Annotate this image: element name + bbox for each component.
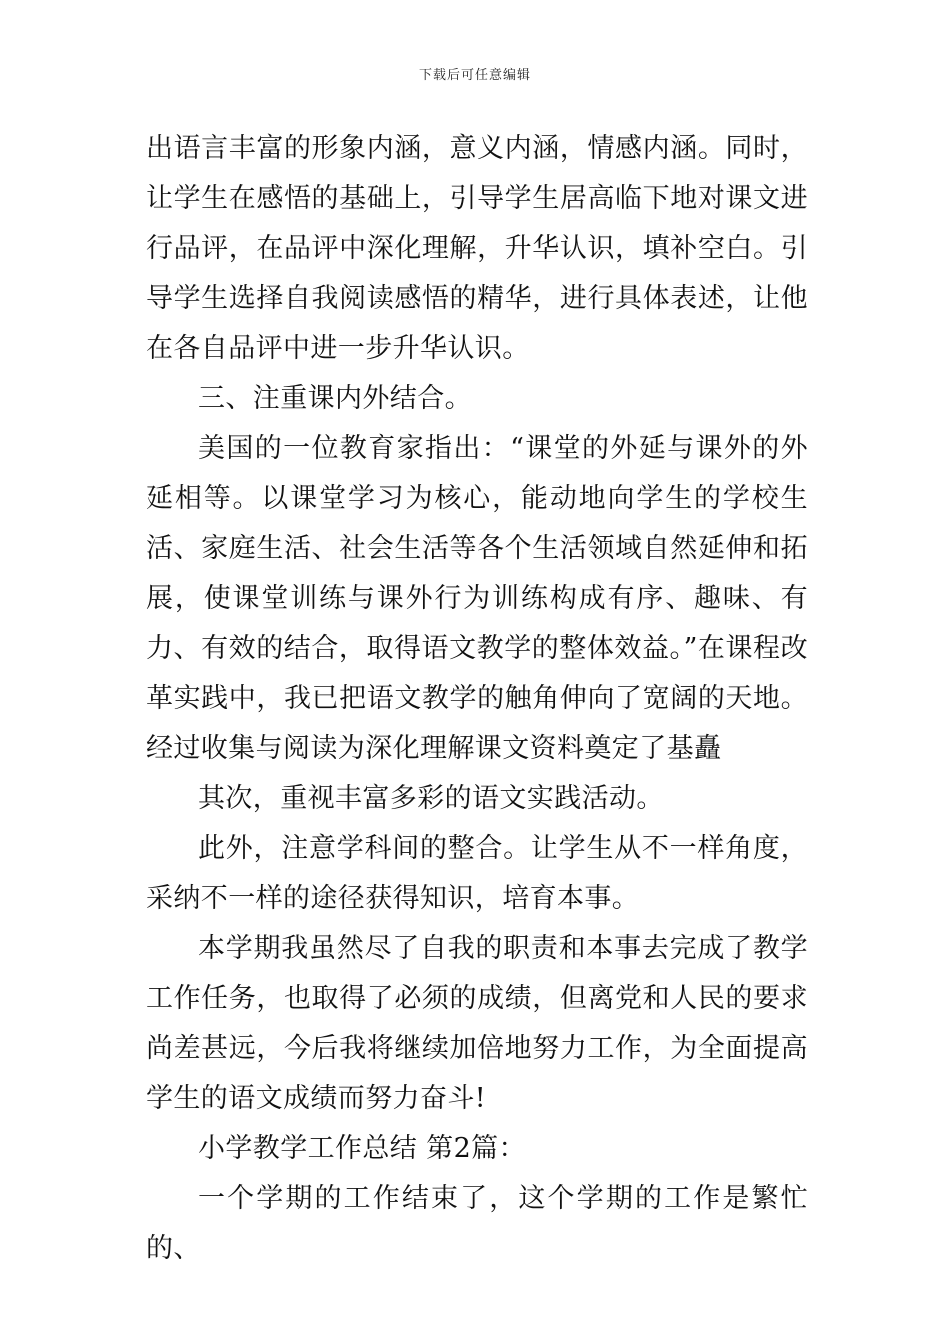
paragraph: 美国的一位教育家指出：“课堂的外延与课外的外延相等。以课堂学习为核心，能动地向学生的学校生活、家庭生活、社会生活等各个生活领域自然延伸和拓展，使课堂训练与课外行为训练构成有序、趣味、有力、有效的结合，取得语文教学的整体效益。”在课程改革实践中，我已把语文教学的触角伸向了宽阔的天地。经过收集与阅读为深化理解课文资料奠定了基矗 bbox=[146, 433, 808, 764]
document-body bbox=[146, 124, 808, 1274]
paragraph: 一个学期的工作结束了，这个学期的工作是繁忙的、 bbox=[146, 1183, 808, 1264]
section-heading: 三、注重课内外结合。 bbox=[198, 383, 472, 414]
paragraph: 本学期我虽然尽了自我的职责和本事去完成了教学工作任务，也取得了必须的成绩，但离党和人民的要求尚差甚远，今后我将继续加倍地努力工作，为全面提高学生的语文成绩而努力奋斗! bbox=[146, 933, 808, 1114]
page-header: 下载后可任意编辑 bbox=[418, 68, 531, 83]
paragraph: 其次，重视丰富多彩的语文实践活动。 bbox=[198, 783, 664, 814]
article-title: 小学教学工作总结 第2篇： bbox=[198, 1133, 526, 1164]
paragraph-continued: 出语言丰富的形象内涵，意义内涵，情感内涵。同时，让学生在感悟的基础上，引导学生居高临下地对课文进行品评，在品评中深化理解，升华认识，填补空白。引导学生选择自我阅读感悟的精华，进行具体表述，让他在各自品评中进一步升华认识。 bbox=[146, 133, 808, 364]
paragraph: 此外，注意学科间的整合。让学生从不一样角度，采纳不一样的途径获得知识，培育本事。 bbox=[146, 833, 808, 914]
